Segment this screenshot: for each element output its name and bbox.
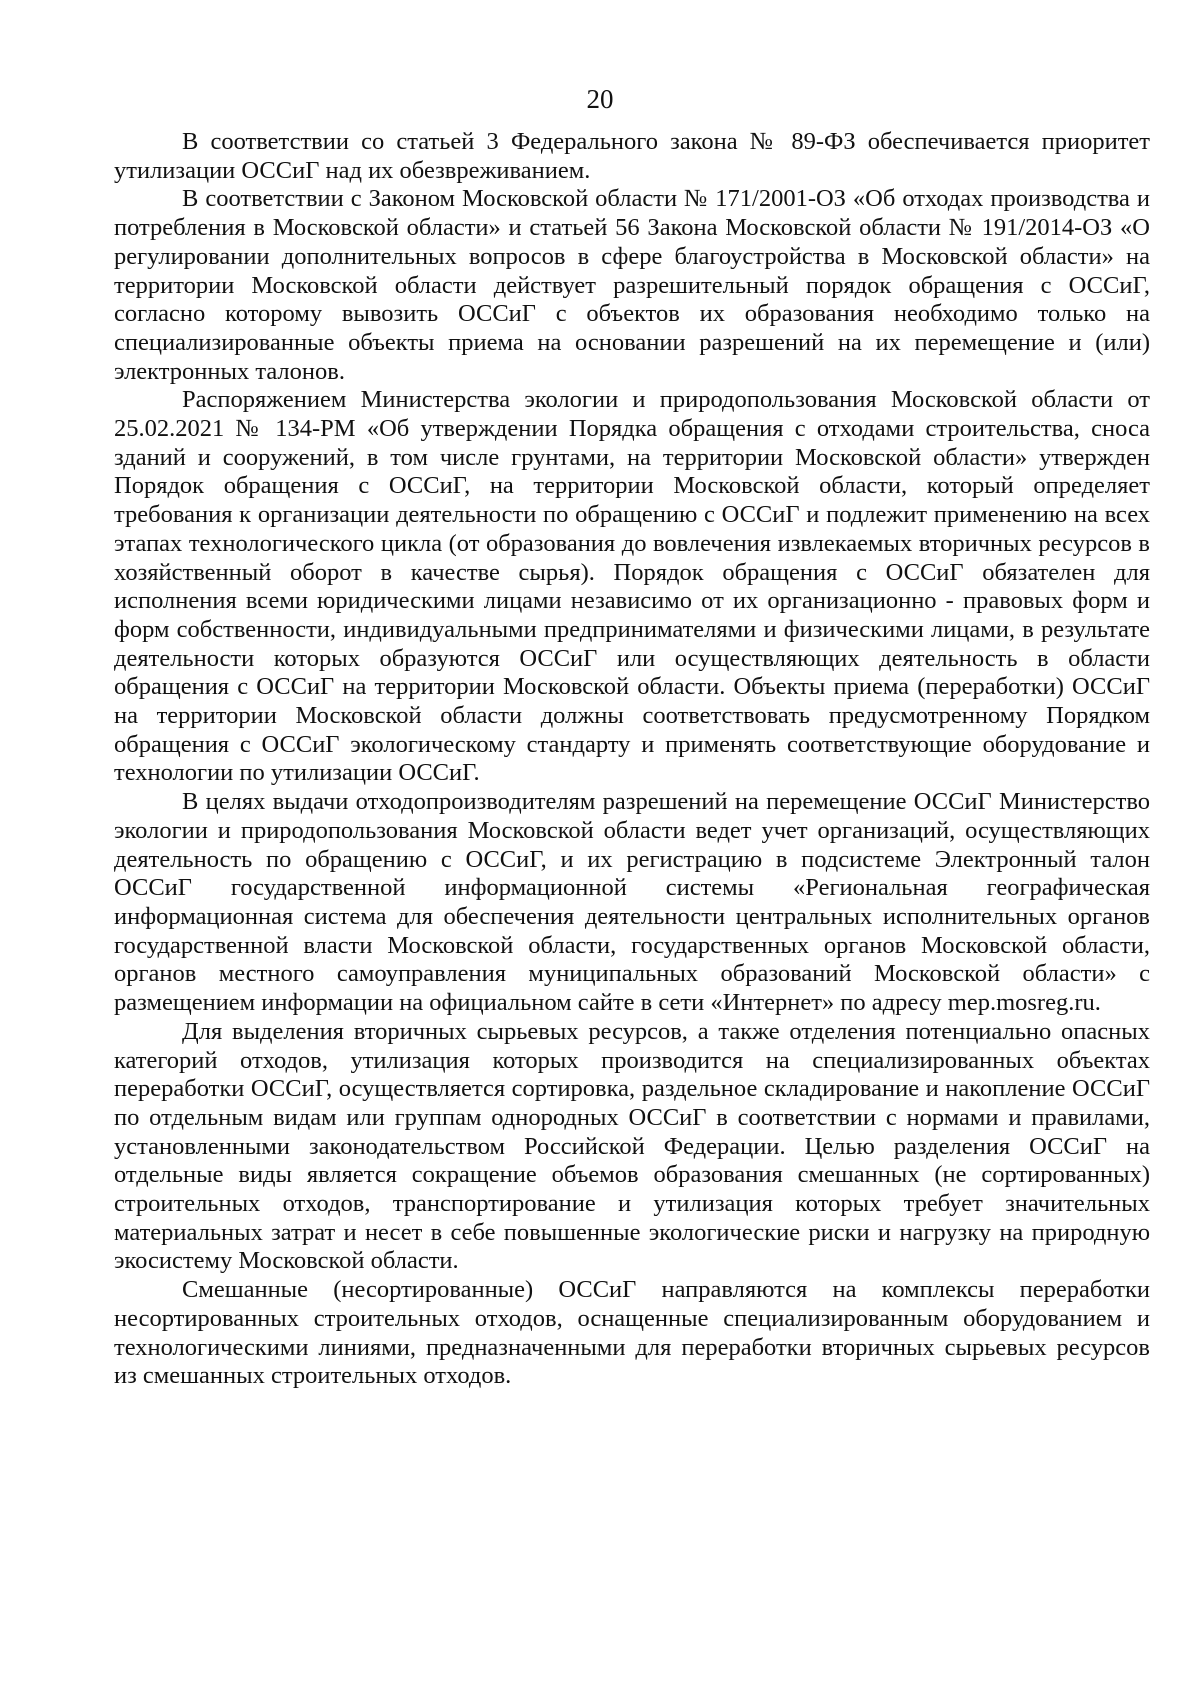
page-number: 20 <box>586 84 614 114</box>
paragraph-3: Распоряжением Министерства экологии и природопользования Московской области от 25.02.2021 № 134-РМ «Об утверждении Порядка обращения с отходами строительства, сноса зданий и сооружений, в том числе грунтами, на территории Московской области» утвержден Порядок обращения с ОССиГ, на территории Московской области, который определяет требования к организации деятельности по обращению с ОССиГ и подлежит применению на всех этапах технологического цикла (от образования до вовлечения извлекаемых вторичных ресурсов в хозяйственный оборот в качестве сырья). Порядок обращения с ОССиГ обязателен для исполнения всеми юридическими лицами независимо от их организационно - правовых форм и форм собственности, индивидуальными предпринимателями и физическими лицами, в результате деятельности которых образуются ОССиГ или осуществляющих деятельность в области обращения с ОССиГ на территории Московской области. Объекты приема (переработки) ОССиГ на территории Московской области должны соответствовать предусмотренному Порядком обращения с ОССиГ экологическому стандарту и применять соответствующие оборудование и технологии по утилизации ОССиГ. <box>114 386 1150 787</box>
paragraph-5: Для выделения вторичных сырьевых ресурсов, а также отделения потенциально опасных категорий отходов, утилизация которых производится на специализированных объектах переработки ОССиГ, осуществляется сортировка, раздельное складирование и накопление ОССиГ по отдельным видам или группам однородных ОССиГ в соответствии с нормами и правилами, установленными законодательством Российской Федерации. Целью разделения ОССиГ на отдельные виды является сокращение объемов образования смешанных (не сортированных) строительных отходов, транспортирование и утилизация которых требует значительных материальных затрат и несет в себе повышенные экологические риски и нагрузку на природную экосистему Московской области. <box>114 1017 1150 1275</box>
paragraph-2: В соответствии с Законом Московской области № 171/2001-ОЗ «Об отходах производства и потребления в Московской области» и статьей 56 Закона Московской области № 191/2014-ОЗ «О регулировании дополнительных вопросов в сфере благоустройства в Московской области» на территории Московской области действует разрешительный порядок обращения с ОССиГ, согласно которому вывозить ОССиГ с объектов их образования необходимо только на специализированные объекты приема на основании разрешений на их перемещение и (или) электронных талонов. <box>114 185 1150 385</box>
document-body <box>114 128 1150 1391</box>
paragraph-1: В соответствии со статьей 3 Федерального закона № 89-ФЗ обеспечивается приоритет утилизации ОССиГ над их обезвреживанием. <box>114 128 1150 184</box>
paragraph-4: В целях выдачи отходопроизводителям разрешений на перемещение ОССиГ Министерство экологии и природопользования Московской области ведет учет организаций, осуществляющих деятельность по обращению с ОССиГ, и их регистрацию в подсистеме Электронный талон ОССиГ государственной информационной системы «Региональная географическая информационная система для обеспечения деятельности центральных исполнительных органов государственной власти Московской области, государственных органов Московской области, органов местного самоуправления муниципальных образований Московской области» с размещением информации на официальном сайте в сети «Интернет» по адресу mep.mosreg.ru. <box>114 788 1150 1017</box>
paragraph-6: Смешанные (несортированные) ОССиГ направляются на комплексы переработки несортированных строительных отходов, оснащенные специализированным оборудованием и технологическими линиями, предназначенными для переработки вторичных сырьевых ресурсов из смешанных строительных отходов. <box>114 1276 1150 1390</box>
